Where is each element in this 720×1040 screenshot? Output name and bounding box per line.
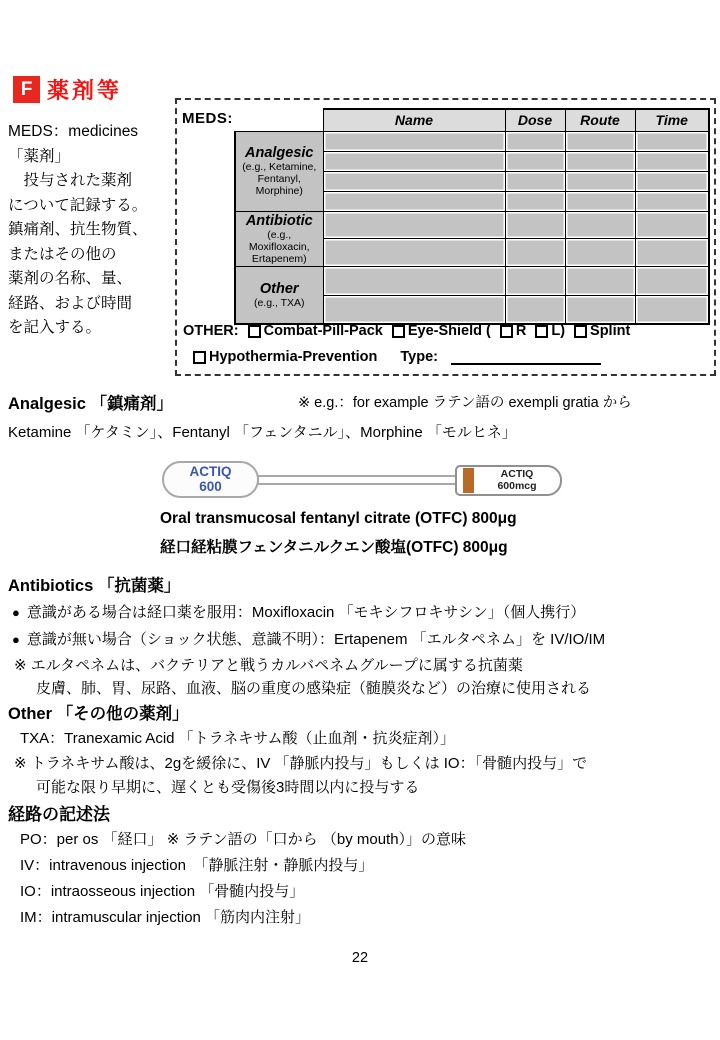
blank-cell — [323, 191, 505, 211]
blank-cell — [565, 191, 635, 211]
checkbox-label: Splint — [590, 323, 631, 339]
actiq-handle-dose: 600mcg — [497, 479, 537, 492]
eg-note: ※ e.g.：for example ラテン語の exempli gratia から — [298, 395, 632, 411]
blank-cell — [323, 211, 505, 239]
table-row — [235, 211, 709, 239]
bullet-icon: ● — [12, 632, 20, 647]
checkbox-icon — [500, 325, 513, 338]
blank-cell — [565, 239, 635, 267]
category-cell-other — [235, 266, 323, 324]
bullet-item — [12, 601, 585, 622]
other-drugs-heading: Other 「その他の薬剤」 — [8, 705, 189, 723]
intro-line: 「薬剤」 — [8, 147, 71, 165]
blank-cell — [635, 239, 709, 267]
intro-line: MEDS：medicines — [8, 123, 139, 140]
route-line-po: PO：per os 「経口」 ※ ラテン語の「口から （by mouth）」の意味 — [20, 831, 467, 848]
type-label: Type: — [400, 349, 439, 365]
checkbox-label: Eye-Shield ( — [407, 323, 491, 339]
checkbox-icon — [248, 325, 261, 338]
blank-cell — [323, 266, 505, 295]
blank-cell — [323, 171, 505, 191]
otfc-caption-ja: 経口経粘膜フェンタニルクエン酸塩(OTFC) 800μg — [160, 539, 508, 556]
actiq-handle-brand: ACTIQ — [500, 468, 534, 480]
analgesic-drug-list: Ketamine 「ケタミン」、Fentanyl 「フェンタニル」、Morphine 「モルヒネ」 — [8, 424, 517, 441]
section-letter-badge: F — [13, 76, 40, 103]
blank-cell — [323, 131, 505, 151]
checkbox-option-eye-shield-right — [500, 323, 526, 339]
route-line-im: IM：intramuscular injection 「筋肉内注射」 — [20, 909, 311, 926]
category-examples: (e.g., Ketamine, Fentanyl, Morphine) — [242, 161, 317, 197]
checkbox-option-eye-shield-left — [535, 323, 565, 339]
blank-cell — [505, 211, 565, 239]
actiq-lozenge-dose: 600 — [199, 478, 222, 494]
checkbox-icon — [535, 325, 548, 338]
blank-cell — [565, 171, 635, 191]
blank-cell — [323, 295, 505, 324]
blank-cell — [323, 239, 505, 267]
other-options-row2 — [193, 349, 601, 365]
intro-line: 薬剤の名称、量、 — [8, 270, 133, 287]
blank-cell — [505, 295, 565, 324]
category-cell-analgesic — [235, 131, 323, 211]
page-number: 22 — [351, 950, 369, 966]
antibiotics-heading: Antibiotics 「抗菌薬」 — [8, 577, 181, 595]
checkbox-icon — [392, 325, 405, 338]
ertapenem-note-line2: 皮膚、肺、胃、尿路、血液、脳の重度の感染症（髄膜炎など）の治療に使用される — [36, 680, 592, 697]
route-line-iv: IV：intravenous injection 「静脈注射・静脈内投与」 — [20, 857, 374, 874]
blank-cell — [323, 151, 505, 171]
actiq-stick — [257, 475, 457, 485]
actiq-handle-label — [474, 469, 560, 492]
column-header-name: Name — [323, 109, 505, 131]
intro-line: について記録する。 — [8, 196, 148, 214]
blank-cell — [635, 266, 709, 295]
intro-line: を記入する。 — [8, 319, 102, 336]
type-underline — [451, 349, 601, 365]
actiq-fentanyl-lozenge-image — [162, 458, 562, 504]
blank-cell — [635, 211, 709, 239]
routes-heading: 経路の記述法 — [8, 805, 110, 824]
checkbox-label: L — [551, 323, 561, 339]
blank-cell — [505, 191, 565, 211]
intro-line: 経路、および時間 — [8, 294, 133, 312]
page-title: 薬剤等 — [47, 78, 123, 103]
other-options-row — [183, 323, 630, 339]
actiq-lozenge-label: ACTIQ — [189, 464, 232, 479]
table-corner — [235, 109, 323, 131]
checkbox-icon — [574, 325, 587, 338]
blank-cell — [635, 131, 709, 151]
table-row — [235, 266, 709, 295]
checkbox-option-hypothermia-prevention — [193, 349, 377, 365]
table-header-row — [235, 109, 709, 131]
bullet-item — [12, 628, 605, 649]
bullet-text: 意識が無い場合（ショック状態、意識不明）：Ertapenem 「エルタペネム」を IV/IO/IM — [26, 631, 606, 648]
blank-cell — [565, 131, 635, 151]
txa-note-line1: ※ トラネキサム酸は、2gを緩徐に、IV 「静脈内投与」もしくは IO：「骨髄内投与」で — [14, 755, 588, 772]
paren-close: ) — [560, 323, 566, 339]
category-name: Analgesic — [245, 145, 314, 161]
checkbox-icon — [193, 351, 206, 364]
table-row — [235, 131, 709, 151]
column-header-time: Time — [635, 109, 709, 131]
blank-cell — [635, 151, 709, 171]
column-header-route: Route — [565, 109, 635, 131]
checkbox-option-combat-pill-pack — [248, 323, 383, 339]
meds-table — [234, 108, 710, 325]
blank-cell — [505, 266, 565, 295]
checkbox-label: Combat-Pill-Pack — [263, 323, 383, 339]
blank-cell — [505, 131, 565, 151]
route-line-io: IO：intraosseous injection 「骨髄内投与」 — [20, 883, 305, 900]
checkbox-option-splint — [574, 323, 630, 339]
blank-cell — [565, 266, 635, 295]
blank-cell — [635, 191, 709, 211]
analgesic-heading: Analgesic 「鎮痛剤」 — [8, 395, 174, 413]
checkbox-option-eye-shield — [392, 323, 491, 339]
bullet-text: 意識がある場合は経口薬を服用：Moxifloxacin 「モキシフロキサシン」（個人携行） — [26, 604, 586, 621]
other-label: OTHER: — [183, 323, 239, 339]
column-header-dose: Dose — [505, 109, 565, 131]
blank-cell — [635, 171, 709, 191]
blank-cell — [505, 151, 565, 171]
intro-line: 鎮痛剤、抗生物質、 — [8, 221, 148, 238]
intro-text — [8, 120, 178, 341]
category-examples: (e.g., Moxifloxacin, Ertapenem) — [248, 228, 310, 265]
blank-cell — [565, 211, 635, 239]
intro-line: またはその他の — [8, 245, 117, 263]
txa-note-line2: 可能な限り早期に、遅くとも受傷後3時間以内に投与する — [36, 779, 420, 796]
txa-line: TXA：Tranexamic Acid 「トラネキサム酸（止血剤・抗炎症剤）」 — [20, 730, 455, 747]
blank-cell — [565, 295, 635, 324]
intro-line: 投与された薬剤 — [8, 172, 133, 189]
category-cell-antibiotic — [235, 211, 323, 266]
blank-cell — [565, 151, 635, 171]
actiq-lozenge — [162, 461, 259, 498]
category-name: Other — [259, 280, 299, 297]
checkbox-label: R — [515, 323, 527, 339]
blank-cell — [505, 239, 565, 267]
blank-cell — [505, 171, 565, 191]
actiq-handle — [455, 465, 562, 496]
category-name: Antibiotic — [245, 212, 313, 229]
otfc-caption-en: Oral transmucosal fentanyl citrate (OTFC) 800μg — [160, 510, 517, 527]
category-examples: (e.g., TXA) — [253, 296, 305, 309]
ertapenem-note-line1: ※ エルタペネムは、バクテリアと戦うカルバペネムグループに属する抗菌薬 — [14, 657, 523, 674]
meds-card — [175, 98, 716, 376]
actiq-orange-band — [463, 468, 474, 493]
meds-label: MEDS: — [182, 110, 233, 127]
checkbox-label: Hypothermia-Prevention — [209, 349, 378, 365]
bullet-icon: ● — [12, 605, 20, 620]
blank-cell — [635, 295, 709, 324]
